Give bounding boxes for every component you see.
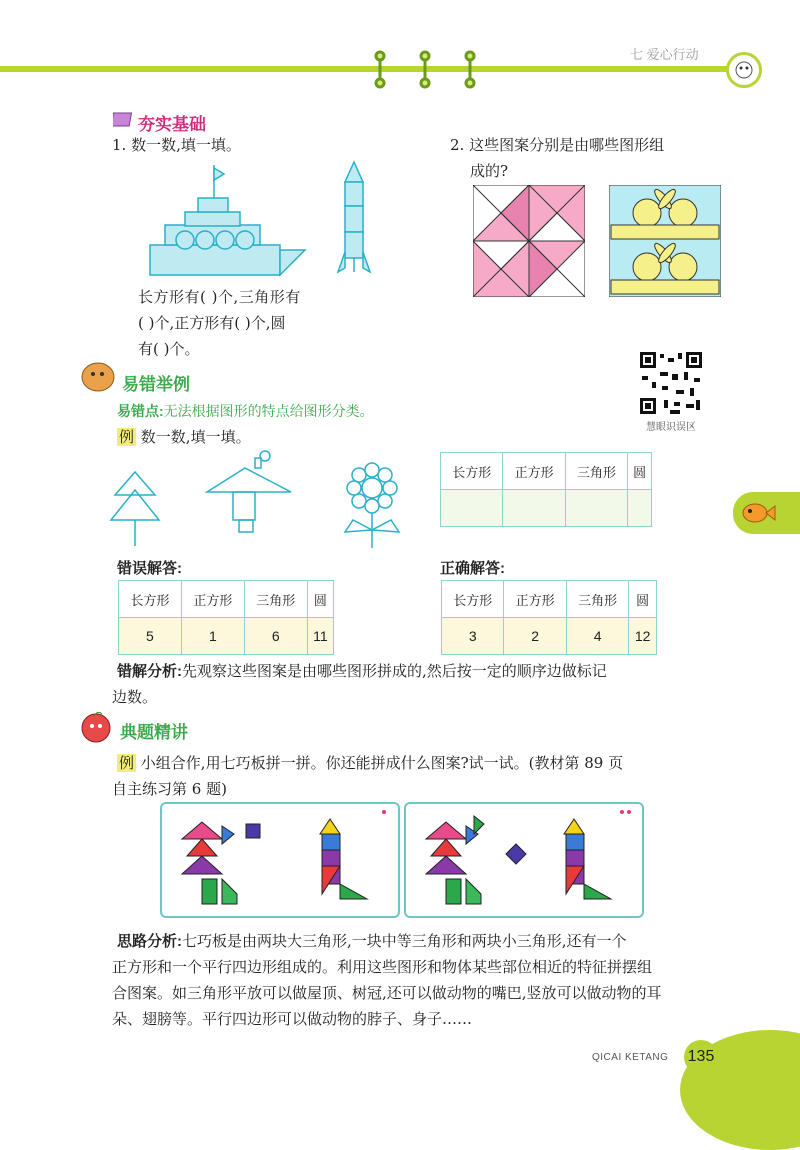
- mistake-analysis: [117, 658, 737, 685]
- right-value-square: 2: [504, 618, 566, 655]
- blank-cell: [441, 490, 503, 527]
- col-circle: 圆: [628, 453, 652, 490]
- col-rectangle: 长方形: [442, 581, 504, 618]
- col-square: 正方形: [503, 453, 565, 490]
- qr-code-icon: [638, 350, 704, 416]
- qr-label: 慧眼识误区: [646, 422, 696, 433]
- example-shapes-figure: [105, 450, 405, 554]
- wrong-value-circle: 11: [307, 618, 333, 655]
- col-circle: 圆: [629, 581, 657, 618]
- mascot-apple-icon: [78, 710, 114, 750]
- q1-title: [112, 132, 241, 158]
- section-title-basics: 夯实基础: [138, 115, 206, 134]
- col-rectangle: 长方形: [441, 453, 503, 490]
- blank-cell: [628, 490, 652, 527]
- example2-label: 例: [119, 428, 135, 446]
- right-value-rectangle: 3: [442, 618, 504, 655]
- footer-brand: QICAI KETANG: [592, 1052, 669, 1063]
- section-title-mistakes: 易错举例: [122, 375, 190, 394]
- right-value-circle: 12: [629, 618, 657, 655]
- q1-line1: 长方形有( )个,三角形有: [138, 288, 301, 306]
- q1-line2: ( )个,正方形有( )个,圆: [138, 314, 286, 332]
- example2-line: [117, 424, 251, 450]
- wrong-value-square: 1: [181, 618, 244, 655]
- chapter-title: 七 爱心行动: [630, 47, 699, 62]
- error-point: [117, 398, 374, 425]
- error-point-label: 易错点:: [117, 403, 164, 419]
- thinking-analysis-line1: 七巧板是由两块大三角形,一块中等三角形和两块小三角形,还有一个: [182, 932, 627, 950]
- thinking-analysis-line2: 正方形和一个平行四边形组成的。利用这些图形和物体某些部位相近的特征拼摆组: [112, 958, 653, 976]
- wrong-value-triangle: 6: [244, 618, 307, 655]
- col-square: 正方形: [181, 581, 244, 618]
- tangram-frame-1: [160, 802, 400, 918]
- mascot-icon: [726, 52, 762, 88]
- side-tab: [733, 492, 800, 534]
- mistake-analysis-label: 错解分析:: [117, 663, 182, 680]
- col-square: 正方形: [504, 581, 566, 618]
- q1-number: 1.: [112, 136, 127, 154]
- page-number: 135: [684, 1040, 718, 1074]
- blank-cell: [565, 490, 627, 527]
- error-point-text: 无法根据图形的特点给图形分类。: [163, 404, 374, 420]
- wrong-answer-label: 错误解答:: [117, 560, 182, 577]
- wrong-answer-table: [118, 580, 334, 655]
- col-triangle: 三角形: [565, 453, 627, 490]
- thinking-analysis-line4: 朵、翅膀等。平行四边形可以做动物的脖子、身子……: [112, 1010, 473, 1028]
- example3-label: 例: [119, 754, 135, 772]
- q2-line2: 成的?: [470, 162, 509, 180]
- right-answer-label: 正确解答:: [440, 560, 505, 577]
- header-rings: [370, 50, 480, 90]
- col-rectangle: 长方形: [119, 581, 182, 618]
- col-circle: 圆: [307, 581, 333, 618]
- example2-text: 数一数,填一填。: [140, 428, 251, 446]
- thinking-analysis-line3: 合图案。如三角形平放可以做屋顶、树冠,还可以做动物的嘴巴,竖放可以做动物的耳: [112, 984, 662, 1002]
- col-triangle: 三角形: [244, 581, 307, 618]
- example-table: [440, 452, 652, 527]
- q2-title: [450, 132, 664, 158]
- example3-line2: 自主练习第 6 题): [112, 780, 227, 798]
- right-value-triangle: 4: [566, 618, 628, 655]
- book-icon: [113, 110, 135, 132]
- mascot-potato-icon: [78, 360, 118, 398]
- ship-rocket-figure: [140, 160, 390, 289]
- thinking-analysis-label: 思路分析:: [117, 933, 182, 950]
- q1-line3: 有( )个。: [138, 340, 200, 358]
- section-title-examples: 典题精讲: [120, 723, 188, 742]
- q2-line1: 这些图案分别是由哪些图形组: [469, 136, 665, 154]
- wrong-value-rectangle: 5: [119, 618, 182, 655]
- pinwheel-pattern: [473, 185, 585, 301]
- example3-text: 小组合作,用七巧板拼一拼。你还能拼成什么图案?试一试。(教材第 89 页: [140, 754, 624, 772]
- q2-number: 2.: [450, 136, 465, 154]
- thinking-analysis: [117, 928, 747, 955]
- mistake-analysis-line2: 边数。: [112, 688, 158, 706]
- mistake-analysis-line1: 先观察这些图案是由哪些图形拼成的,然后按一定的顺序边做标记: [182, 662, 607, 680]
- right-answer-table: [441, 580, 657, 655]
- blank-cell: [503, 490, 565, 527]
- example3-line1: [117, 750, 757, 776]
- col-triangle: 三角形: [566, 581, 628, 618]
- rabbit-pattern: [609, 185, 721, 301]
- q1-text: 数一数,填一填。: [131, 136, 241, 154]
- tangram-frame-2: [404, 802, 644, 918]
